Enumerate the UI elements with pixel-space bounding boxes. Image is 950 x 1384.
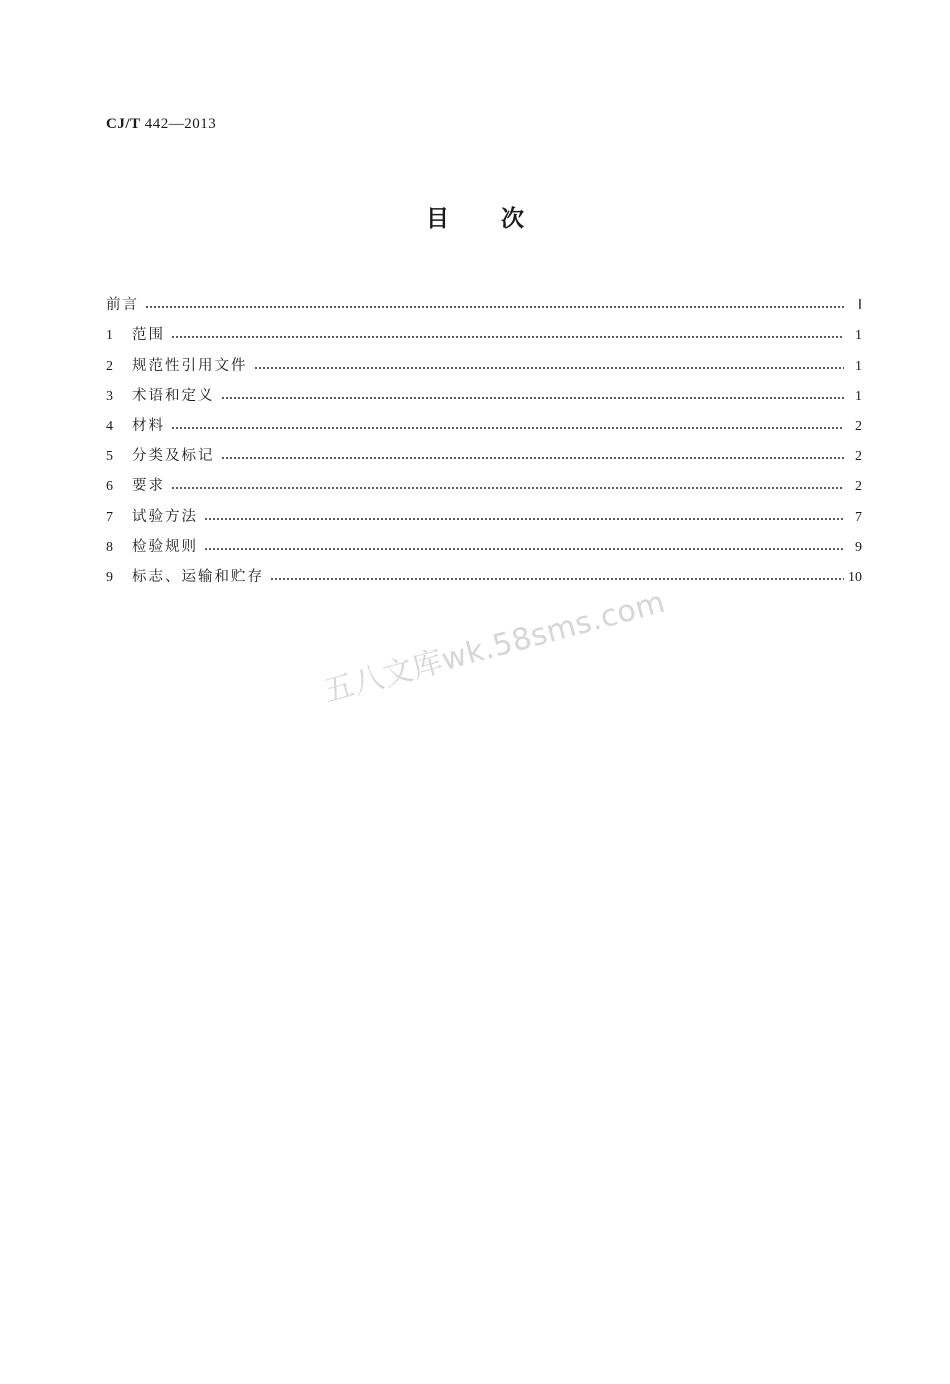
toc-entry-label: 前言	[106, 297, 139, 314]
toc-entry-label: 材料	[132, 417, 165, 434]
toc-entry-normative-references[interactable]	[106, 344, 862, 374]
dot-leader	[145, 306, 844, 308]
toc-entry-page: 10	[848, 569, 862, 585]
toc-entry-number: 7	[106, 509, 113, 525]
dot-leader	[221, 457, 845, 459]
toc-entry-page: 7	[855, 509, 862, 525]
toc-entry-materials[interactable]	[106, 405, 862, 435]
toc-entry-number: 3	[106, 388, 113, 404]
toc-entry-inspection-rules[interactable]	[106, 526, 862, 556]
toc-entry-marking-transport-storage[interactable]	[106, 556, 862, 586]
toc-entry-label: 分类及标记	[132, 448, 215, 465]
toc-entry-page: Ⅰ	[857, 298, 862, 314]
toc-entry-label: 要求	[132, 478, 165, 495]
page-title: 目次	[426, 206, 576, 232]
toc-entry-page: 1	[855, 358, 862, 374]
standard-code-number: 442—2013	[144, 116, 217, 132]
standard-code	[106, 116, 216, 133]
table-of-contents	[106, 284, 862, 586]
toc-entry-label: 检验规则	[132, 538, 198, 555]
toc-entry-page: 2	[855, 479, 862, 495]
toc-entry-number: 8	[106, 539, 113, 555]
dot-leader	[270, 578, 844, 580]
toc-entry-number: 4	[106, 418, 113, 434]
toc-entry-number: 5	[106, 449, 113, 465]
dot-leader	[171, 487, 844, 489]
toc-entry-requirements[interactable]	[106, 465, 862, 495]
toc-entry-label: 标志、运输和贮存	[132, 568, 264, 585]
dot-leader	[204, 548, 844, 550]
toc-entry-number: 1	[106, 328, 113, 344]
toc-entry-scope[interactable]	[106, 314, 862, 344]
toc-entry-test-methods[interactable]	[106, 495, 862, 525]
toc-entry-number: 9	[106, 569, 113, 585]
toc-entry-page: 1	[855, 388, 862, 404]
toc-entry-number: 2	[106, 358, 113, 374]
dot-leader	[171, 336, 844, 338]
toc-entry-label: 术语和定义	[132, 387, 215, 404]
toc-entry-page: 1	[855, 328, 862, 344]
toc-entry-page: 2	[855, 449, 862, 465]
toc-entry-label: 试验方法	[132, 508, 198, 525]
toc-entry-terms-definitions[interactable]	[106, 375, 862, 405]
toc-entry-classification[interactable]	[106, 435, 862, 465]
dot-leader	[221, 397, 845, 399]
dot-leader	[171, 427, 844, 429]
toc-entry-foreword[interactable]	[106, 284, 862, 314]
toc-entry-label: 规范性引用文件	[132, 357, 248, 374]
watermark: 五八文库wk.58sms.com	[320, 584, 669, 710]
dot-leader	[204, 518, 844, 520]
standard-code-prefix: CJ/T	[106, 116, 141, 132]
toc-entry-page: 2	[855, 418, 862, 434]
toc-entry-label: 范围	[132, 327, 165, 344]
dot-leader	[254, 367, 845, 369]
toc-entry-number: 6	[106, 479, 113, 495]
toc-entry-page: 9	[855, 539, 862, 555]
